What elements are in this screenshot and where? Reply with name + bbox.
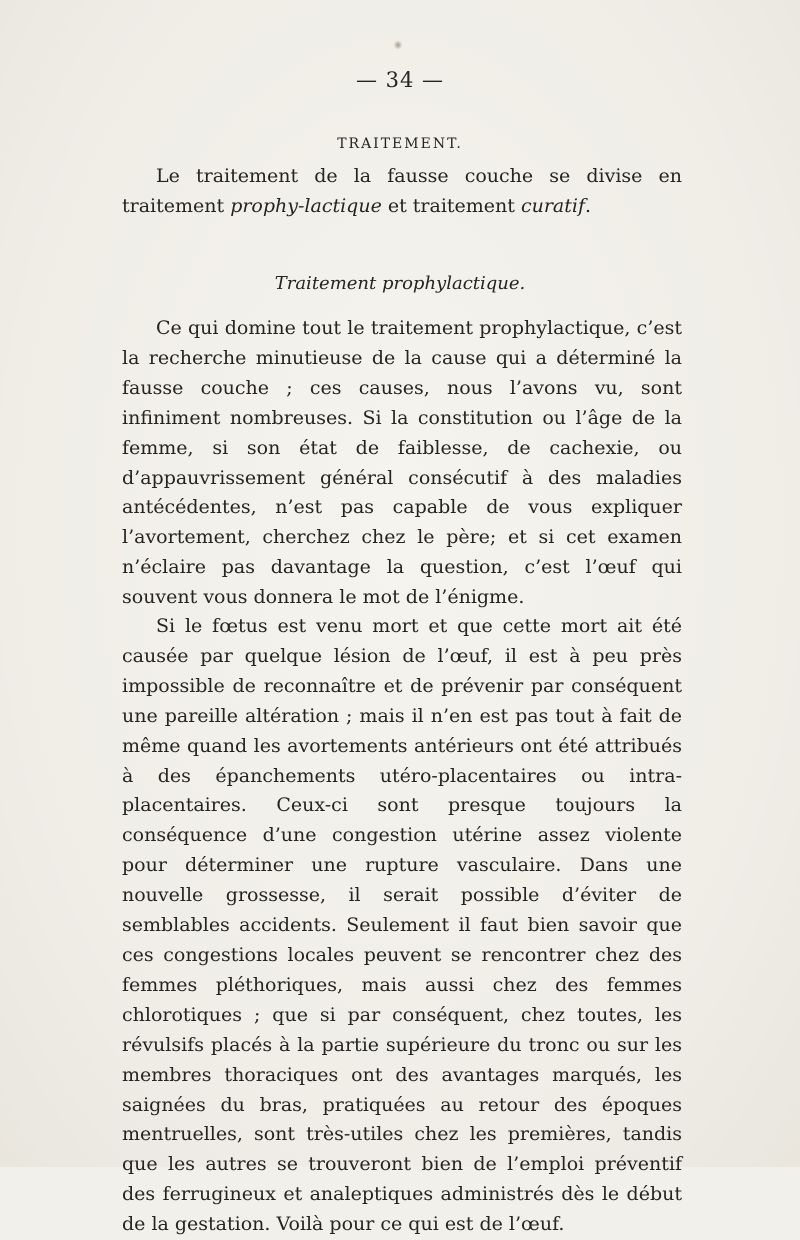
ink-speck [394, 40, 402, 50]
paragraph-text: Si le fœtus est venu mort et que cette mort ait été causée par quelque lésion de l’œuf, il est à peu près impossible de reconnaître et de prévenir par conséquent une pareille altération ; mais il n’en est pas tout à fait de même quand les avortements antérieurs ont été attribués à des épanchements utéro-placentaires ou intra-placentaires. Ceux-ci sont presque toujours la conséquence d’une congestion utérine assez violente pour déterminer une rupture vasculaire. Dans une nouvelle grossesse, il serait possible d’éviter de semblables accidents. Seulement il faut bien savoir que ces congestions locales peuvent se rencontrer chez des femmes pléthoriques, mais aussi chez des femmes chlorotiques ; que si par conséquent, chez toutes, les révulsifs placés à la partie supérieure du tronc ou sur les membres thoraciques ont des avantages marqués, les saignées du bras, pratiquées au retour des époques mentruelles, sont très-utiles chez les premières, tandis que les autres se trouveront bien de l’emploi préventif des ferrugineux et analeptiques administrés dès le début de la gestation. Voilà pour ce qui est de l’œuf. [122, 615, 682, 1236]
section-heading: Traitement prophylactique. [274, 273, 526, 294]
page-number: — 34 — [355, 68, 445, 92]
intro-paragraph [122, 162, 682, 222]
intro-term-prophylactique: prophy-lactique [230, 194, 382, 217]
paragraph-text: Ce qui domine tout le traitement prophylactique, c’est la recherche minutieuse de la cause qui a déterminé la fausse couche ; ces causes, nous l’avons vu, sont infiniment nombreuses. Si la constitution ou l’âge de la femme, si son état de faiblesse, de cachexie, ou d’appauvrissement général consécutif à des maladies antécédentes, n’est pas capable de vous expliquer l’avortement, cherchez chez le père; et si cet examen n’éclaire pas davantage la question, c’est l’œuf qui souvent vous donnera le mot de l’énigme. [122, 317, 682, 609]
intro-text-before: Le traitement de la fausse couche se divise en traitement [122, 165, 682, 217]
intro-text-mid: et traitement [381, 194, 521, 217]
intro-term-curatif: curatif [520, 194, 586, 217]
body-paragraph-1 [122, 314, 682, 613]
body-paragraph-2 [122, 612, 682, 1240]
chapter-title: TRAITEMENT. [337, 136, 463, 152]
intro-text-after: . [585, 194, 592, 217]
